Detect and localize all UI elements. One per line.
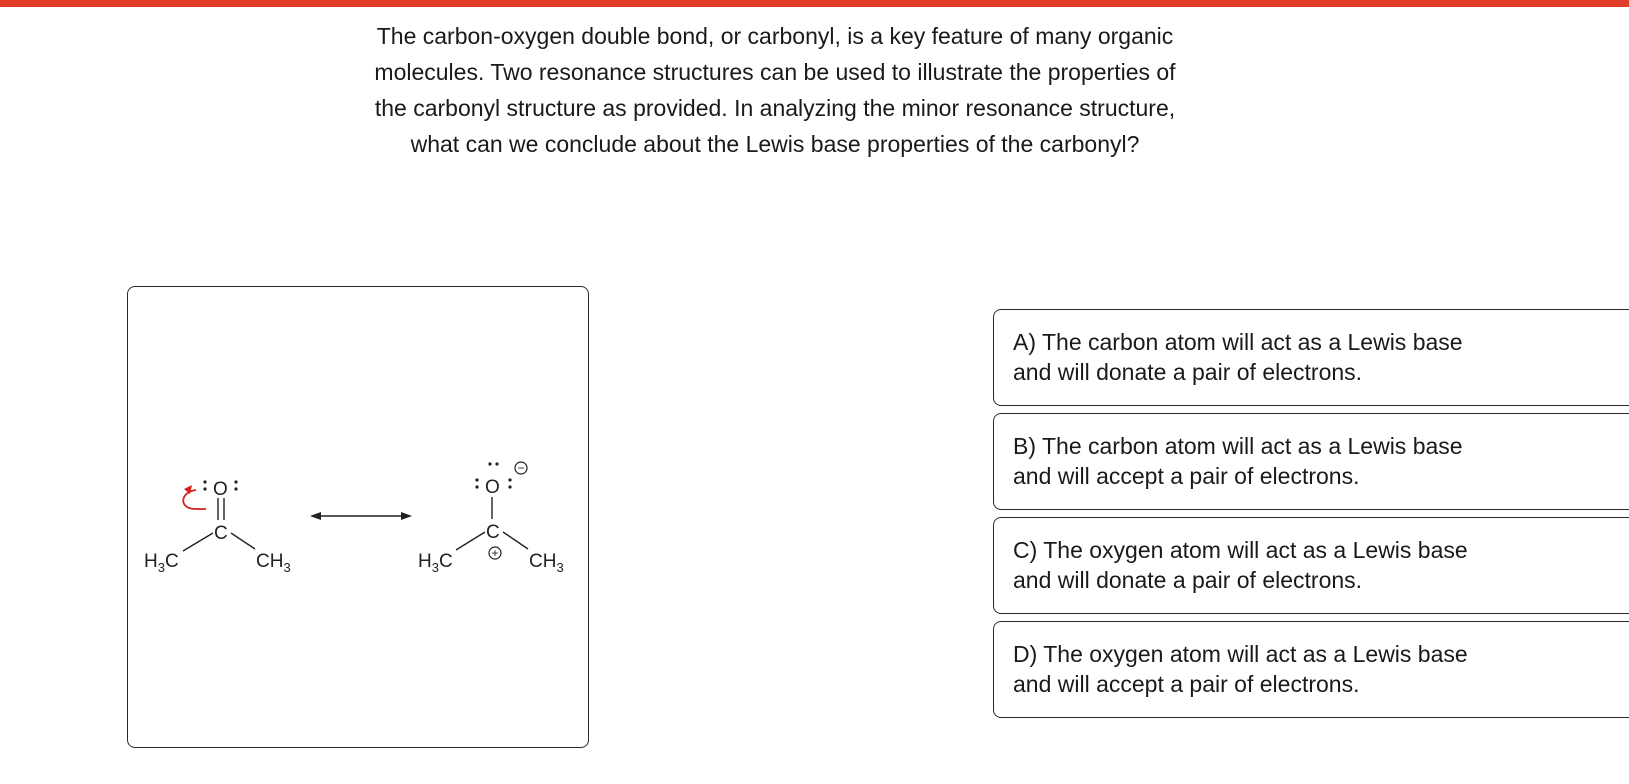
- option-text-line: D) The oxygen atom will act as a Lewis base: [1013, 641, 1468, 667]
- answer-option-d[interactable]: [993, 621, 1629, 718]
- option-text-line: B) The carbon atom will act as a Lewis base: [1013, 433, 1463, 459]
- svg-text:−: −: [517, 461, 525, 475]
- svg-text:+: +: [491, 546, 499, 560]
- top-accent-bar: [0, 0, 1629, 7]
- option-text-line: and will donate a pair of electrons.: [1013, 567, 1363, 593]
- lone-pair-right: [234, 480, 237, 490]
- carbonyl-carbon: C: [214, 523, 228, 544]
- carbocation-carbon: C: [486, 522, 500, 543]
- answer-option-c[interactable]: [993, 517, 1629, 614]
- resonance-diagram: [128, 287, 588, 747]
- single-bond-line: [231, 533, 255, 549]
- methyl-group-right: $CH_3$: [529, 551, 564, 575]
- single-bond-line: [183, 533, 213, 551]
- lone-pair-right: [508, 478, 511, 488]
- methyl-group-left: $H_3C$: [418, 551, 453, 575]
- question-line: The carbon-oxygen double bond, or carbonyl, is a key feature of many organic: [376, 23, 1174, 49]
- positive-charge-symbol: [489, 546, 501, 560]
- methyl-group-left: $H_3C$: [144, 551, 179, 575]
- question-line: molecules. Two resonance structures can be used to illustrate the properties of: [374, 59, 1176, 85]
- single-bond-line: [456, 532, 485, 550]
- resonance-arrow: [310, 512, 412, 520]
- option-text-line: and will accept a pair of electrons.: [1013, 463, 1360, 489]
- option-text-line: C) The oxygen atom will act as a Lewis base: [1013, 537, 1468, 563]
- negative-charge-symbol: [515, 461, 527, 475]
- minor-resonance-structure: [418, 461, 564, 575]
- answer-options: [993, 309, 1629, 725]
- single-bond-line: [503, 532, 528, 549]
- option-text-line: A) The carbon atom will act as a Lewis base: [1013, 329, 1463, 355]
- oxygen-atom: O: [485, 477, 500, 498]
- question-line: what can we conclude about the Lewis base properties of the carbonyl?: [410, 131, 1140, 157]
- lone-pair-top: [488, 462, 498, 465]
- lone-pair-left: [203, 480, 206, 490]
- methyl-group-right: $CH_3$: [256, 551, 291, 575]
- resonance-figure: [127, 286, 589, 748]
- option-text-line: and will donate a pair of electrons.: [1013, 359, 1363, 385]
- oxygen-atom: O: [213, 479, 228, 500]
- question-text: [300, 18, 1250, 162]
- option-text-line: and will accept a pair of electrons.: [1013, 671, 1360, 697]
- answer-option-b[interactable]: [993, 413, 1629, 510]
- curved-arrow: [183, 490, 206, 509]
- question-line: the carbonyl structure as provided. In analyzing the minor resonance structure,: [374, 95, 1176, 121]
- answer-option-a[interactable]: [993, 309, 1629, 406]
- major-resonance-structure: [144, 479, 291, 575]
- lone-pair-left: [475, 478, 478, 488]
